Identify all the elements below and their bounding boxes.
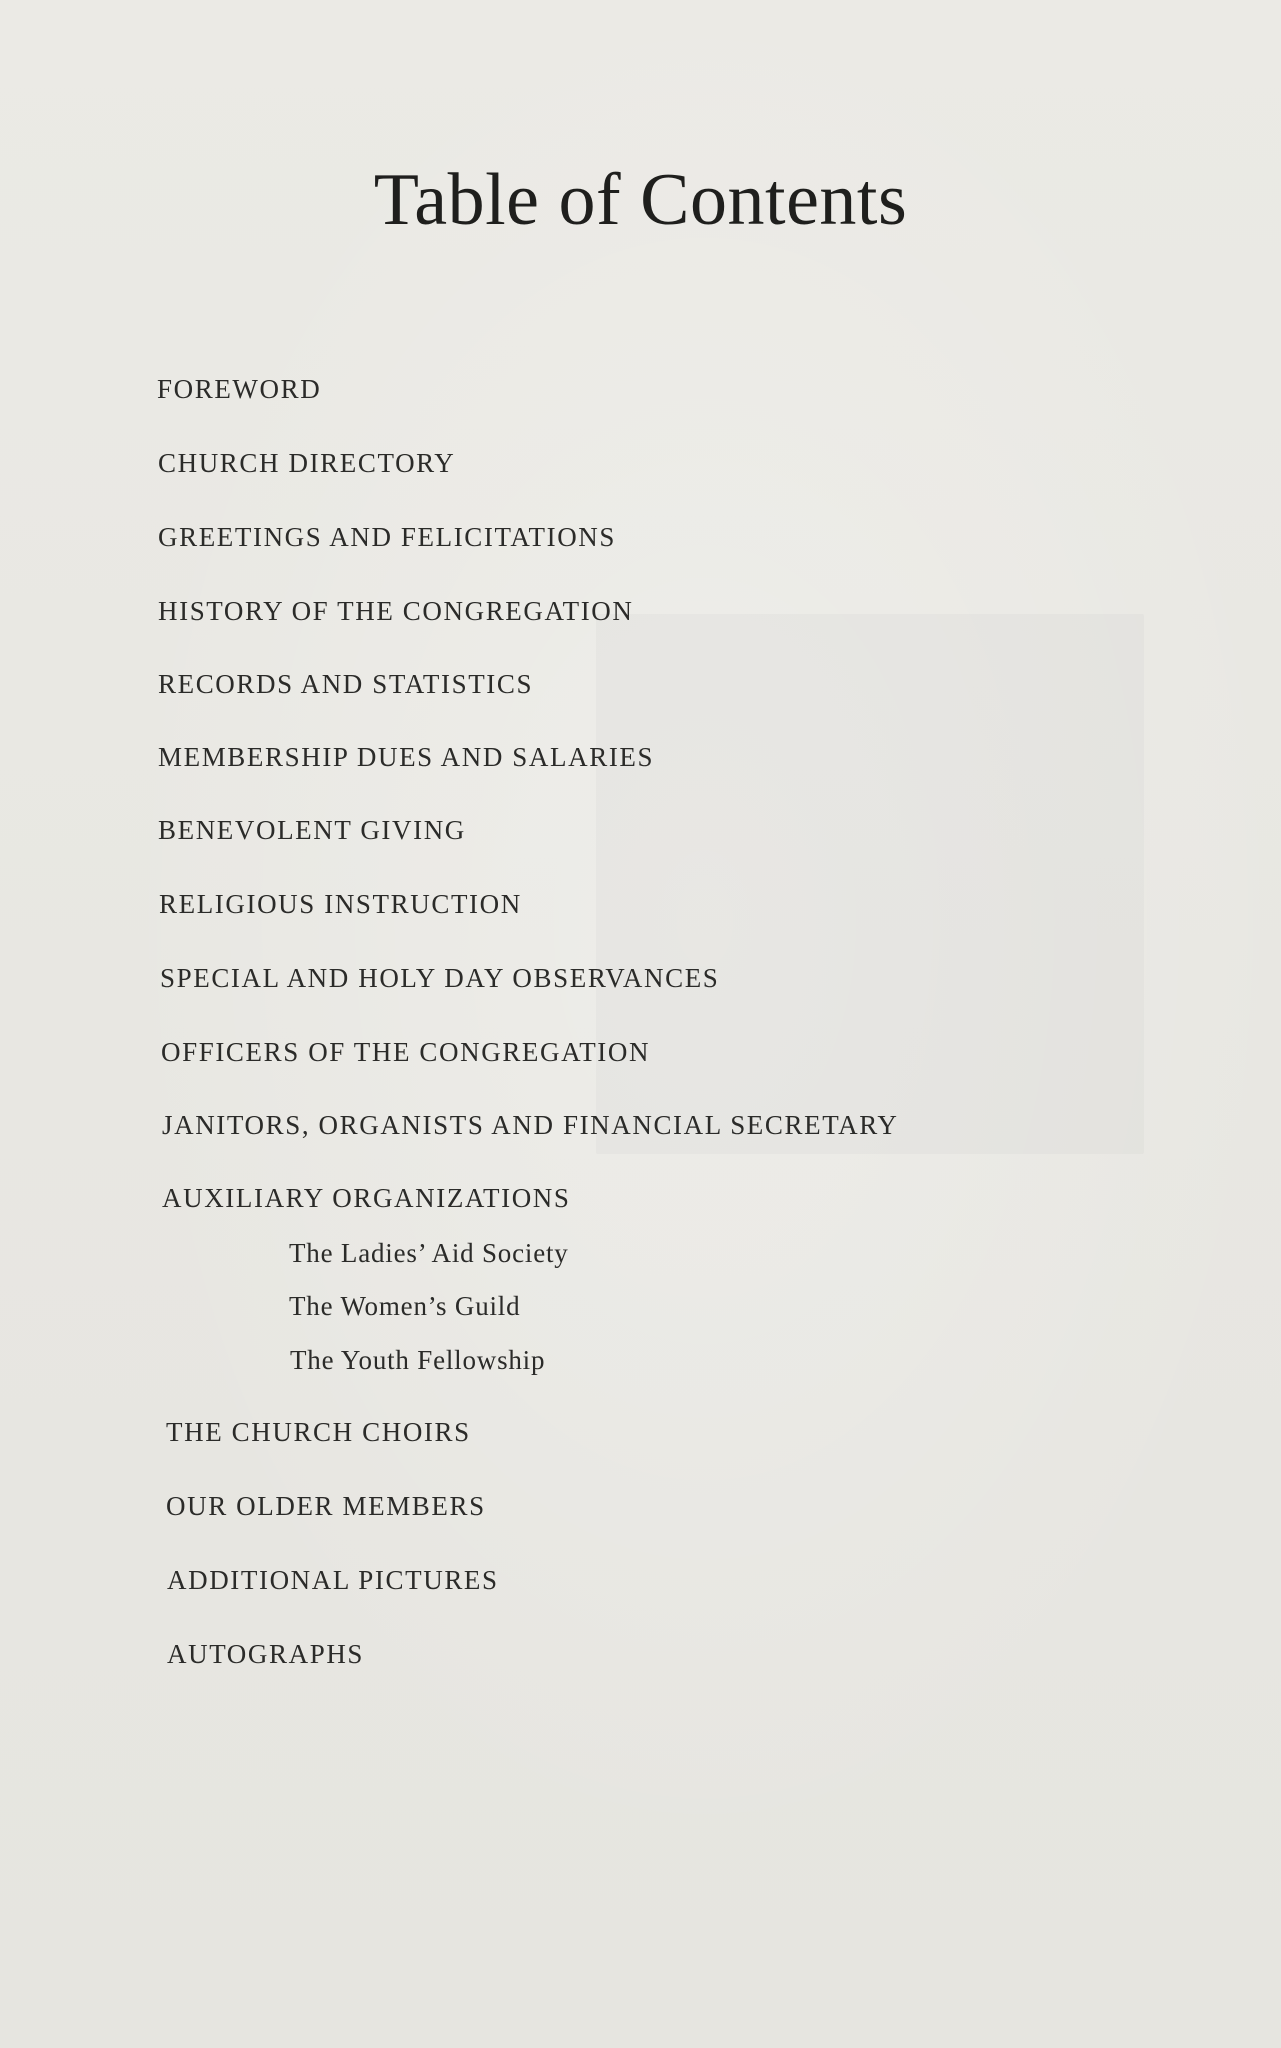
toc-entry-foreword: FOREWORD [157,374,322,404]
toc-entry-older-members: OUR OLDER MEMBERS [166,1491,486,1521]
toc-subentry-womens-guild: The Women’s Guild [289,1291,521,1321]
page-title: Table of Contents [373,159,908,241]
toc-entry-janitors: JANITORS, ORGANISTS AND FINANCIAL SECRETARY [162,1110,899,1140]
toc-entry-religious-instruction: RELIGIOUS INSTRUCTION [159,889,522,919]
toc-entry-special-observances: SPECIAL AND HOLY DAY OBSERVANCES [160,963,720,993]
toc-entry-greetings: GREETINGS AND FELICITATIONS [158,522,617,552]
toc-entry-autographs: AUTOGRAPHS [167,1639,365,1669]
toc-entry-auxiliary-organizations: AUXILIARY ORGANIZATIONS [162,1183,571,1213]
toc-entry-membership-dues: MEMBERSHIP DUES AND SALARIES [158,742,655,772]
toc-entry-history: HISTORY OF THE CONGREGATION [158,596,634,626]
toc-entry-benevolent-giving: BENEVOLENT GIVING [158,815,466,845]
toc-entry-church-choirs: THE CHURCH CHOIRS [166,1417,471,1447]
toc-entry-officers: OFFICERS OF THE CONGREGATION [161,1037,651,1067]
toc-entry-church-directory: CHURCH DIRECTORY [158,448,456,478]
toc-subentry-youth-fellowship: The Youth Fellowship [290,1345,546,1375]
toc-entry-additional-pictures: ADDITIONAL PICTURES [167,1565,499,1595]
toc-entry-records: RECORDS AND STATISTICS [158,669,534,699]
toc-subentry-ladies-aid: The Ladies’ Aid Society [289,1238,569,1268]
